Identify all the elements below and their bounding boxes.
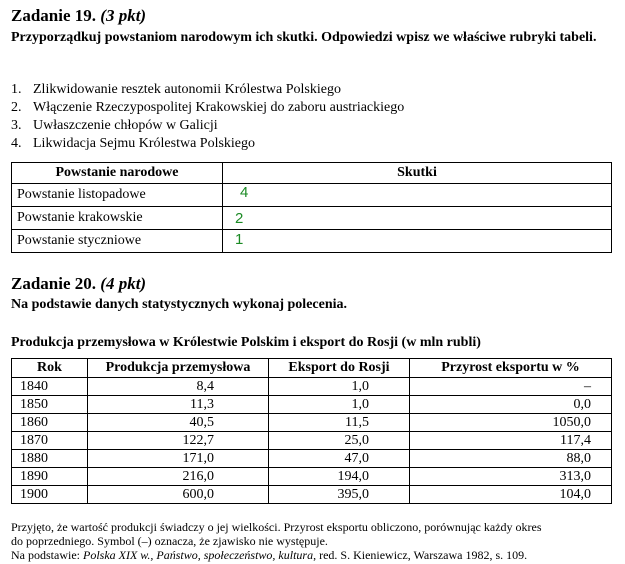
growth-cell: 104,0 xyxy=(410,486,612,504)
effect-num: 2. xyxy=(11,100,22,115)
year-cell: 1850 xyxy=(12,396,88,414)
note-line-1: Przyjęto, że wartość produkcji świadczy o jej wielkości. Przyrost eksportu obliczono, porównując każdy okres xyxy=(11,520,542,534)
col-header-year: Rok xyxy=(12,359,88,378)
effect-text: Zlikwidowanie resztek autonomii Królestwa Polskiego xyxy=(33,82,341,97)
answer-value: 2 xyxy=(235,209,244,227)
growth-cell: 0,0 xyxy=(410,396,612,414)
production-cell: 600,0 xyxy=(88,486,269,504)
production-cell: 11,3 xyxy=(88,396,269,414)
source-title: Polska XIX w., Państwo, społeczeństwo, kultura xyxy=(82,548,314,562)
table-row xyxy=(12,230,612,253)
source-prefix: Na podstawie: xyxy=(11,548,83,562)
task20-heading xyxy=(11,274,146,294)
col-header-production: Produkcja przemysłowa xyxy=(88,359,269,378)
year-cell: 1900 xyxy=(12,486,88,504)
task20-title: Zadanie 20. xyxy=(11,274,97,293)
production-cell: 122,7 xyxy=(88,432,269,450)
effect-text: Uwłaszczenie chłopów w Galicji xyxy=(33,118,218,133)
source-citation xyxy=(11,548,527,562)
export-cell: 194,0 xyxy=(269,468,410,486)
table-row xyxy=(12,486,612,504)
task19-instruction: Przyporządkuj powstaniom narodowym ich skutki. Odpowiedzi wpisz we właściwe rubryki tabeli. xyxy=(11,30,597,45)
task20-table-title: Produkcja przemysłowa w Królestwie Polskim i eksport do Rosji (w mln rubli) xyxy=(11,335,481,350)
task20-instruction: Na podstawie danych statystycznych wykonaj polecenia. xyxy=(11,297,348,312)
effect-item-2 xyxy=(11,100,404,116)
growth-cell: 117,4 xyxy=(410,432,612,450)
table-header-row xyxy=(12,163,612,184)
task19-points: (3 pkt) xyxy=(100,6,147,25)
col-header-export: Eksport do Rosji xyxy=(269,359,410,378)
task19-heading xyxy=(11,6,146,26)
table-row xyxy=(12,207,612,230)
task19-title: Zadanie 19. xyxy=(11,6,97,25)
table-row xyxy=(12,450,612,468)
export-cell: 11,5 xyxy=(269,414,410,432)
effect-num: 1. xyxy=(11,82,22,97)
answer-value: 1 xyxy=(235,230,244,248)
export-cell: 1,0 xyxy=(269,378,410,396)
production-cell: 40,5 xyxy=(88,414,269,432)
effect-text: Likwidacja Sejmu Królestwa Polskiego xyxy=(33,136,256,151)
table-row xyxy=(12,432,612,450)
table-row xyxy=(12,378,612,396)
answer-field[interactable] xyxy=(223,184,612,207)
production-cell: 8,4 xyxy=(88,378,269,396)
table-row xyxy=(12,468,612,486)
growth-cell: 313,0 xyxy=(410,468,612,486)
answer-field[interactable] xyxy=(223,230,612,253)
export-cell: 25,0 xyxy=(269,432,410,450)
production-cell: 216,0 xyxy=(88,468,269,486)
effect-item-3 xyxy=(11,118,218,134)
production-cell: 171,0 xyxy=(88,450,269,468)
uprising-cell: Powstanie listopadowe xyxy=(12,184,223,207)
year-cell: 1840 xyxy=(12,378,88,396)
task20-table-body xyxy=(12,378,612,504)
effect-item-4 xyxy=(11,136,255,152)
table-row xyxy=(12,184,612,207)
table-row xyxy=(12,414,612,432)
export-cell: 47,0 xyxy=(269,450,410,468)
source-rest: , red. S. Kieniewicz, Warszawa 1982, s. 109. xyxy=(313,548,528,562)
effect-num: 3. xyxy=(11,118,22,133)
effect-item-1 xyxy=(11,82,341,98)
task20-table xyxy=(11,358,612,504)
task20-points: (4 pkt) xyxy=(100,274,147,293)
task19-table xyxy=(11,162,612,253)
year-cell: 1890 xyxy=(12,468,88,486)
export-cell: 395,0 xyxy=(269,486,410,504)
growth-cell: – xyxy=(410,378,612,396)
growth-cell: 88,0 xyxy=(410,450,612,468)
note-line-2: do poprzedniego. Symbol (–) oznacza, że zjawisko nie występuje. xyxy=(11,534,328,548)
answer-field[interactable] xyxy=(223,207,612,230)
year-cell: 1860 xyxy=(12,414,88,432)
table-row xyxy=(12,396,612,414)
year-cell: 1880 xyxy=(12,450,88,468)
effect-num: 4. xyxy=(11,136,22,151)
year-cell: 1870 xyxy=(12,432,88,450)
export-cell: 1,0 xyxy=(269,396,410,414)
table-header-row xyxy=(12,359,612,378)
col-header-effects: Skutki xyxy=(223,163,612,184)
col-header-uprising: Powstanie narodowe xyxy=(12,163,223,184)
effect-text: Włączenie Rzeczypospolitej Krakowskiej do zaboru austriackiego xyxy=(33,100,405,115)
uprising-cell: Powstanie styczniowe xyxy=(12,230,223,253)
growth-cell: 1050,0 xyxy=(410,414,612,432)
answer-value: 4 xyxy=(240,183,249,201)
uprising-cell: Powstanie krakowskie xyxy=(12,207,223,230)
col-header-growth: Przyrost eksportu w % xyxy=(410,359,612,378)
